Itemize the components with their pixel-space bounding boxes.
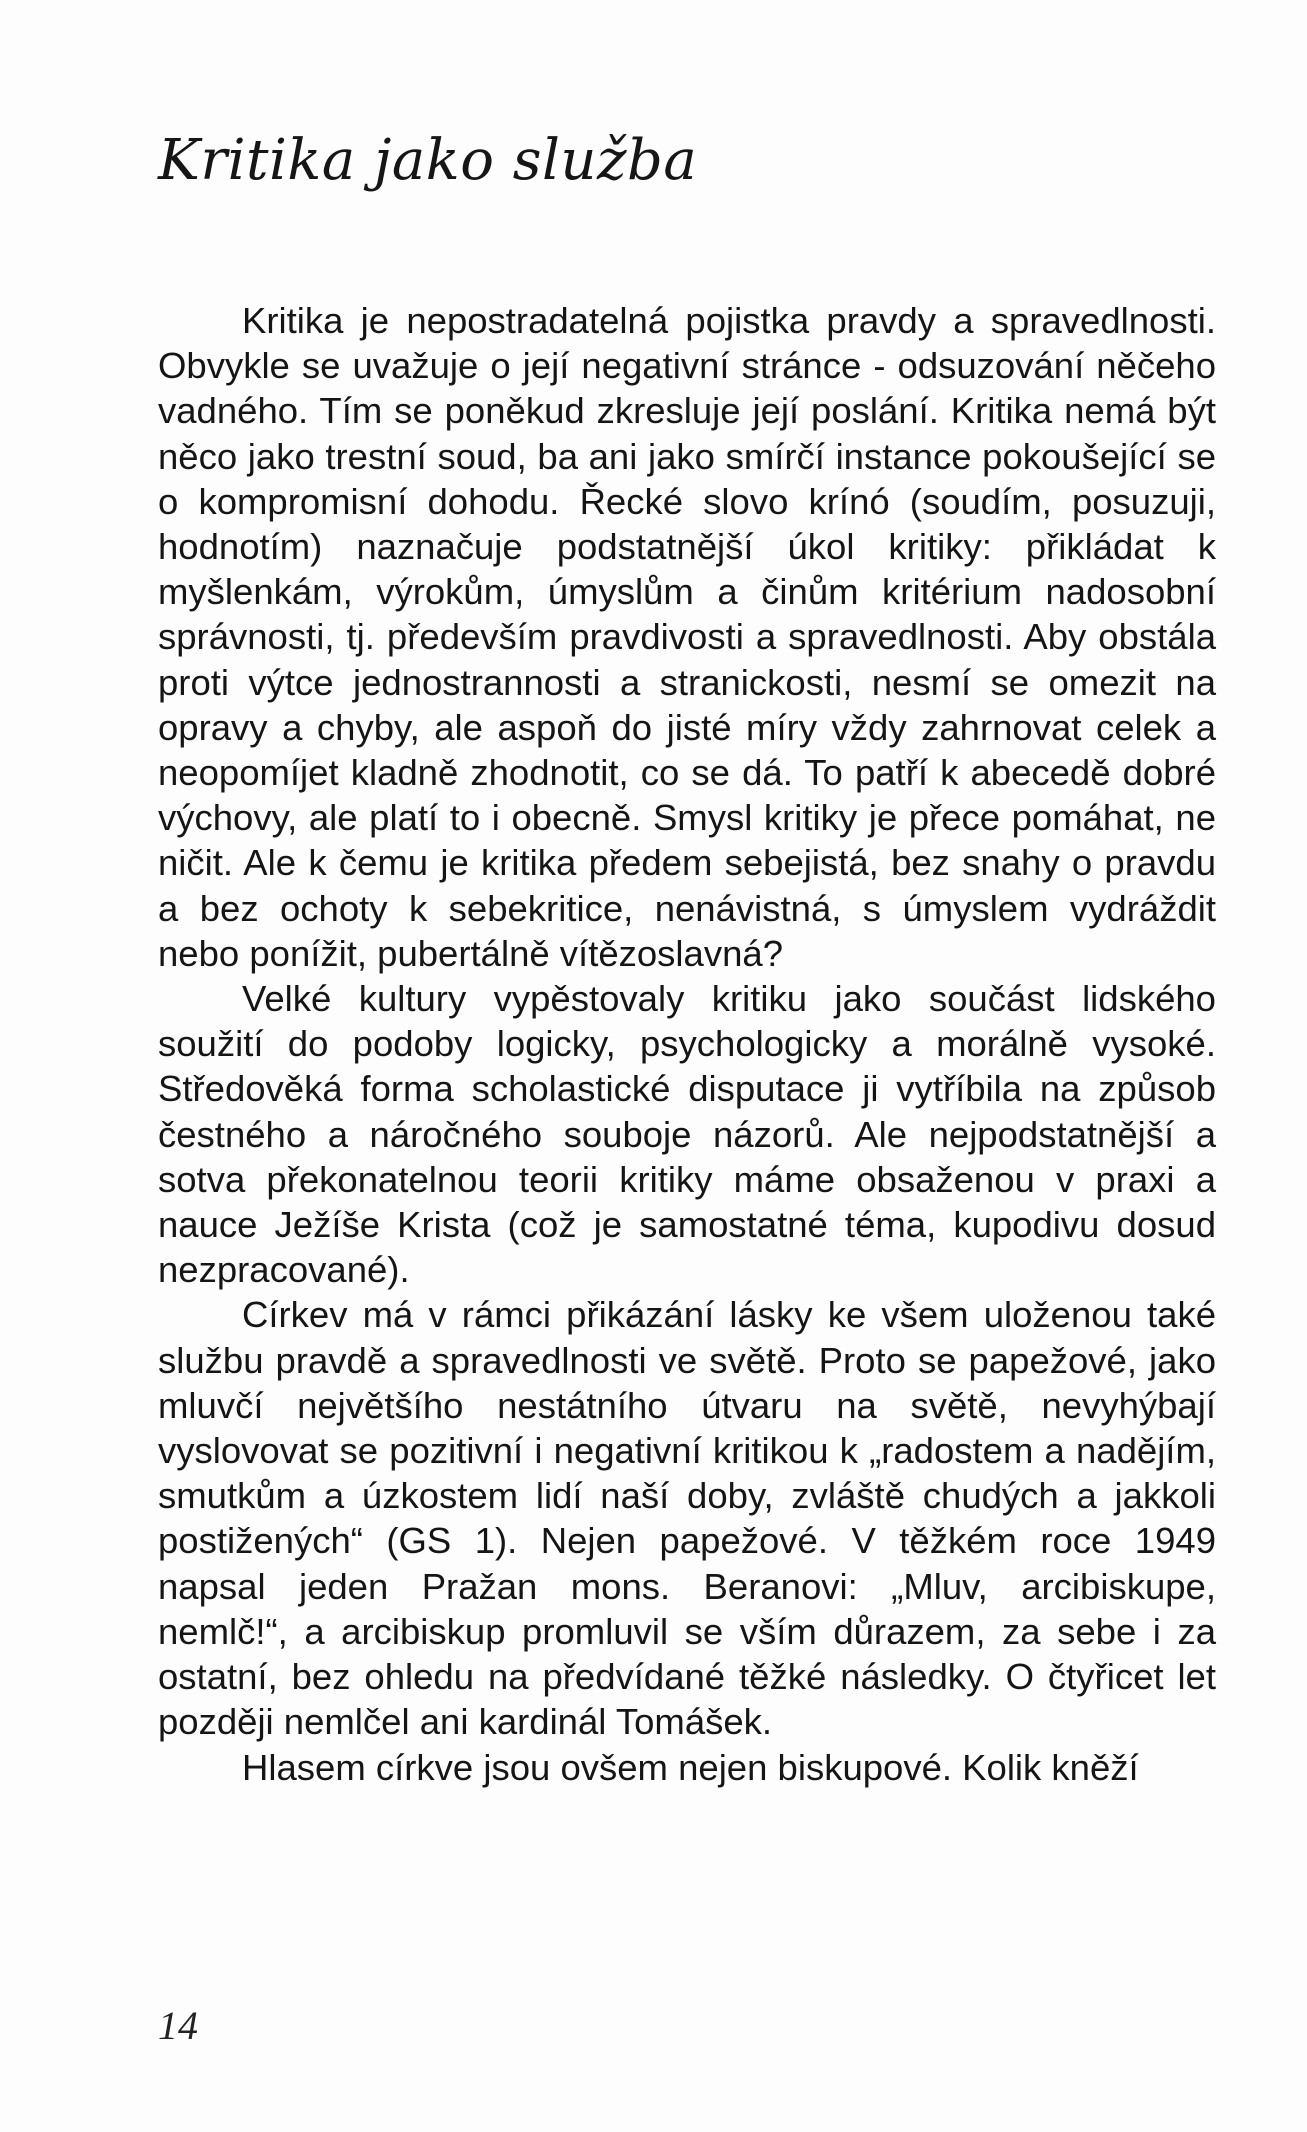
- chapter-body: [158, 298, 1216, 1790]
- paragraph: Hlasem církve jsou ovšem nejen biskupové. Kolik kněží: [242, 1746, 1139, 1788]
- paragraph: Církev má v rámci přikázání lásky ke všem uloženou také službu pravdě a spravedlnosti ve světě. Proto se papežové, jako mluvčí největšího nestátního útvaru na světě, nevyhýbají vyslovovat se pozitivní i negativní kritikou k „radostem a nadějím, smutkům a úzkostem lidí naší doby, zvláště chudých a jakkoli postižených“ (GS 1). Nejen papežové. V těžkém roce 1949 napsal jeden Pražan mons. Beranovi: „Mluv, arcibiskupe, nemlč!“, a arcibiskup promluvil se vším důrazem, za sebe i za ostatní, bez ohledu na předvídané těžké následky. O čtyřicet let později nemlčel ani kardinál Tomášek.: [158, 1294, 1216, 1743]
- chapter-title: Kritika jako služba: [158, 128, 698, 193]
- paragraph: Velké kultury vypěstovaly kritiku jako součást lidského soužití do podoby logicky, psychologicky a morálně vysoké. Středověká forma scholastické disputace ji vytříbila na způsob čestného a náročného souboje názorů. Ale nejpodstatnější a sotva překonatelnou teorii kritiky máme obsaženou v praxi a nauce Ježíše Krista (což je samostatné téma, kupodivu dosud nezpracované).: [158, 978, 1216, 1291]
- paragraph: Kritika je nepostradatelná pojistka pravdy a spravedlnosti. Obvykle se uvažuje o její negativní stránce - odsuzování něčeho vadného. Tím se poněkud zkresluje její poslání. Kritika nemá být něco jako trestní soud, ba ani jako smírčí instance pokoušející se o kompromisní dohodu. Řecké slovo krínó (soudím, posuzuji, hodnotím) naznačuje podstatnější úkol kritiky: přikládat k myšlenkám, výrokům, úmyslům a činům kritérium nadosobní správnosti, tj. především pravdivosti a spravedlnosti. Aby obstála proti výtce jednostrannosti a stranickosti, nesmí se omezit na opravy a chyby, ale aspoň do jisté míry vždy zahrnovat celek a neopomíjet kladně zhodnotit, co se dá. To patří k abecedě dobré výchovy, ale platí to i obecně. Smysl kritiky je přece pomáhat, ne ničit. Ale k čemu je kritika předem sebejistá, bez snahy o pravdu a bez ochoty k sebekritice, nenávistná, s úmyslem vydráždit nebo ponížit, pubertálně vítězoslavná?: [158, 300, 1216, 974]
- page-number: 14: [158, 2003, 198, 2048]
